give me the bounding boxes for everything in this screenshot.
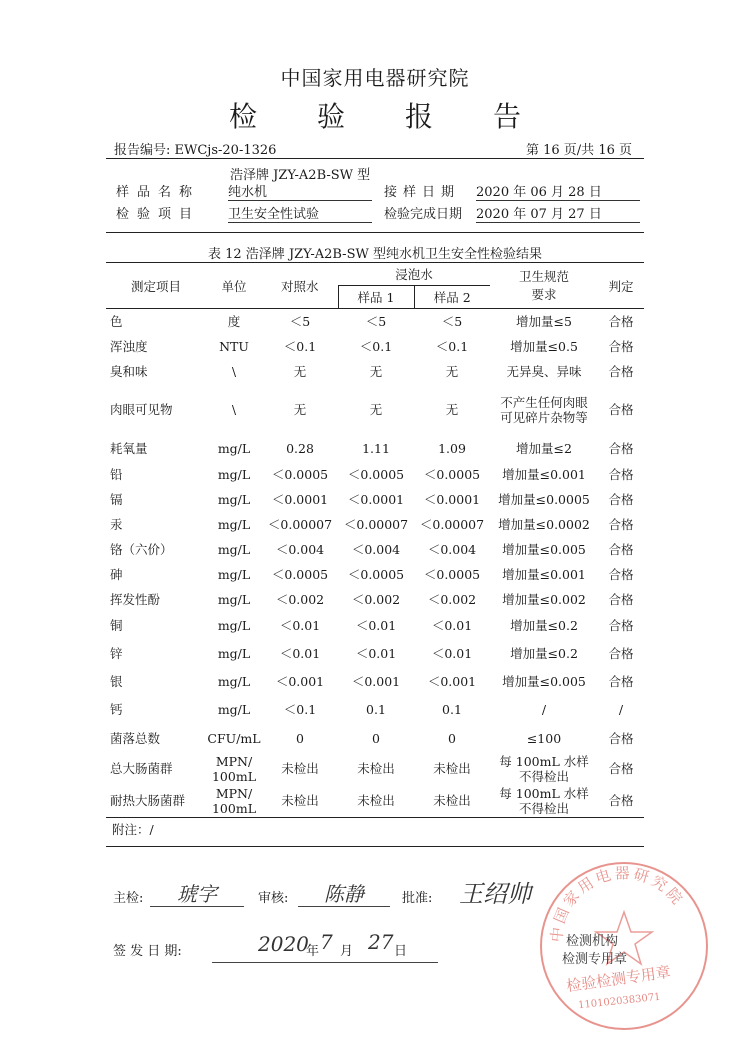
unit: mg/L — [217, 466, 251, 482]
control-value: 0 — [296, 730, 304, 746]
table-row — [106, 724, 644, 753]
control-value: ＜0.01 — [279, 618, 321, 633]
table-row — [106, 612, 644, 640]
verdict: 合格 — [608, 541, 634, 557]
table-row — [106, 309, 644, 334]
spec-requirement: 增加量≤0.005 — [502, 541, 586, 557]
verdict: 合格 — [608, 313, 634, 329]
sample1-value: ＜0.004 — [351, 541, 401, 557]
control-value: ＜0.1 — [283, 338, 317, 354]
unit: mg/L — [217, 702, 251, 717]
inspector-label: 主检: — [113, 891, 144, 906]
table-row — [106, 640, 644, 668]
table-row — [106, 462, 644, 487]
inspector-signature: 琥字 — [150, 878, 244, 907]
item-name: 挥发性酚 — [110, 591, 161, 607]
report-title: 检验报告 — [228, 100, 581, 133]
seal-bottom-text: 检验检测专用章 — [565, 962, 672, 996]
control-value: ＜0.0005 — [271, 566, 329, 582]
control-value: ＜0.001 — [275, 674, 325, 689]
sample1-value: ＜0.00007 — [343, 516, 409, 532]
organization-name: 中国家用电器研究院 — [280, 66, 470, 90]
sample1-value: 无 — [369, 363, 383, 379]
sample2-value: ＜0.1 — [435, 338, 469, 354]
sample2-value: 无 — [445, 363, 459, 379]
table-row — [106, 562, 644, 587]
item-name: 钙 — [110, 702, 123, 717]
approver-signature: 王绍帅 — [459, 880, 531, 908]
spec-requirement: 增加量≤0.002 — [502, 591, 586, 607]
item-name: 肉眼可见物 — [110, 402, 173, 417]
spec-requirement: 增加量≤5 — [516, 313, 572, 329]
receive-date-value: 2020 年 06 月 28 日 — [476, 181, 640, 201]
item-name: 臭和味 — [110, 363, 148, 379]
spec-requirement: 增加量≤0.001 — [502, 466, 586, 482]
verdict: 合格 — [608, 730, 634, 746]
sample1-value: ＜5 — [365, 313, 387, 329]
sample1-value: ＜0.001 — [351, 674, 401, 689]
seal-ring-text: 中国家用电器研究院 — [547, 864, 688, 944]
seal-number: 1101020383071 — [577, 991, 662, 1012]
unit: mg/L — [217, 674, 251, 689]
sample2-value: 0 — [448, 730, 456, 746]
verdict: 合格 — [608, 338, 634, 354]
approver-label: 批准: — [402, 891, 433, 906]
sample1-value: ＜0.01 — [355, 646, 397, 661]
item-name: 铅 — [110, 466, 123, 482]
spec-requirement: 不产生任何肉眼可见碎片杂物等 — [500, 394, 588, 425]
table-row — [106, 359, 644, 384]
sample2-value: ＜0.01 — [431, 618, 473, 633]
item-name: 锌 — [110, 646, 123, 661]
spec-requirement: 每 100mL 水样 不得检出 — [499, 753, 589, 784]
spec-requirement: 增加量≤0.0002 — [498, 516, 590, 532]
sample1-value: ＜0.0001 — [347, 491, 405, 507]
inspection-item-value: 卫生安全性试验 — [228, 203, 372, 223]
table-row — [106, 436, 644, 462]
header-soak: 浸泡水 — [338, 263, 490, 286]
spec-requirement: 无异臭、异味 — [506, 363, 582, 379]
unit: NTU — [219, 338, 249, 354]
header-verdict: 判定 — [608, 278, 634, 294]
spec-requirement: 增加量≤0.005 — [502, 674, 586, 689]
unit: mg/L — [217, 441, 251, 456]
verdict: 合格 — [608, 674, 634, 689]
sample1-value: 0 — [372, 730, 380, 746]
month-char: 月 — [340, 944, 354, 959]
verdict: 合格 — [608, 646, 634, 661]
unit: \ — [231, 402, 237, 417]
table-row — [106, 696, 644, 724]
control-value: 0.28 — [286, 441, 314, 456]
item-name: 砷 — [110, 566, 123, 582]
sample1-value: ＜0.0005 — [347, 466, 405, 482]
unit: \ — [231, 363, 237, 379]
control-value: ＜0.00007 — [267, 516, 333, 532]
unit: mg/L — [217, 541, 251, 557]
unit: mg/L — [217, 516, 251, 532]
unit: mg/L — [217, 646, 251, 661]
sample2-value: ＜0.001 — [427, 674, 477, 689]
spec-requirement: 每 100mL 水样 不得检出 — [499, 785, 589, 816]
sample1-value: 未检出 — [357, 793, 395, 808]
sample1-value: ＜0.01 — [355, 618, 397, 633]
sample1-value: 1.11 — [362, 441, 390, 456]
sample2-value: ＜5 — [441, 313, 463, 329]
table-caption: 表 12 浩泽牌 JZY-A2B-SW 型纯水机卫生安全性检验结果 — [208, 247, 542, 262]
seal-label-1: 检测机构 — [566, 934, 619, 949]
unit: mg/L — [217, 566, 251, 582]
issue-month: 7 — [320, 930, 333, 954]
official-seal — [540, 862, 708, 1030]
item-name: 耐热大肠菌群 — [110, 793, 186, 808]
control-value: ＜0.01 — [279, 646, 321, 661]
sample1-value: ＜0.0005 — [347, 566, 405, 582]
complete-date-label: 检验完成日期 — [384, 207, 463, 222]
verdict: 合格 — [608, 491, 634, 507]
header-sample-2: 样品 2 — [414, 286, 490, 309]
table-row — [106, 487, 644, 512]
spec-requirement: ≤100 — [526, 730, 562, 746]
spec-requirement: 增加量≤0.2 — [510, 646, 578, 661]
verdict: 合格 — [608, 363, 634, 379]
day-char: 日 — [394, 944, 408, 959]
item-name: 汞 — [110, 516, 123, 532]
issue-date-label: 签 发 日 期: — [113, 944, 182, 959]
item-name: 色 — [110, 313, 123, 329]
item-name: 银 — [110, 674, 123, 689]
issue-day: 27 — [368, 930, 394, 954]
sample-name-value-1: 浩泽牌 JZY-A2B-SW 型 — [230, 168, 371, 183]
table-row — [106, 668, 644, 696]
spec-requirement: / — [541, 702, 547, 717]
unit: mg/L — [217, 618, 251, 633]
sample2-value: ＜0.01 — [431, 646, 473, 661]
unit: mg/L — [217, 491, 251, 507]
sample2-value: ＜0.0001 — [423, 491, 481, 507]
sample2-value: 未检出 — [433, 761, 471, 776]
table-row — [106, 753, 644, 785]
table-row — [106, 537, 644, 562]
table-row — [106, 785, 644, 817]
unit: MPN/ 100mL — [211, 753, 256, 784]
table-row — [106, 384, 644, 436]
verdict: 合格 — [608, 793, 634, 808]
verdict: 合格 — [608, 591, 634, 607]
header-item: 测定项目 — [130, 278, 181, 294]
header-control: 对照水 — [280, 278, 319, 294]
control-value: ＜0.004 — [275, 541, 325, 557]
control-value: 无 — [293, 402, 307, 417]
sample2-value: ＜0.004 — [427, 541, 477, 557]
spec-requirement: 增加量≤0.0005 — [498, 491, 590, 507]
sample2-value: ＜0.00007 — [419, 516, 485, 532]
verdict: 合格 — [608, 618, 634, 633]
verdict: 合格 — [608, 761, 634, 776]
control-value: 无 — [293, 363, 307, 379]
item-name: 耗氧量 — [110, 441, 148, 456]
control-value: 未检出 — [281, 793, 319, 808]
sample1-value: ＜0.002 — [351, 591, 401, 607]
sample2-value: 0.1 — [442, 702, 462, 717]
sample1-value: 无 — [369, 402, 383, 417]
unit: 度 — [227, 313, 241, 329]
inspection-item-label: 检验项目 — [116, 207, 201, 222]
item-name: 铬（六价） — [110, 541, 173, 557]
sample1-value: 0.1 — [366, 702, 386, 717]
item-name: 镉 — [110, 491, 123, 507]
item-name: 浑浊度 — [110, 338, 148, 354]
table-row — [106, 512, 644, 537]
spec-requirement: 增加量≤2 — [516, 441, 572, 456]
sample2-value: 1.09 — [438, 441, 466, 456]
item-name: 铜 — [110, 618, 123, 633]
header-sample-1: 样品 1 — [338, 286, 414, 309]
header-unit: 单位 — [221, 278, 247, 294]
reviewer-signature: 陈静 — [298, 878, 390, 907]
spec-requirement: 增加量≤0.2 — [510, 618, 578, 633]
unit: MPN/ 100mL — [211, 785, 256, 816]
table-row — [106, 334, 644, 359]
receive-date-label: 接样日期 — [384, 185, 461, 200]
complete-date-value: 2020 年 07 月 27 日 — [476, 203, 640, 223]
reviewer-label: 审核: — [258, 891, 289, 906]
sample1-value: ＜0.1 — [359, 338, 393, 354]
sample1-value: 未检出 — [357, 761, 395, 776]
results-table — [106, 262, 644, 817]
spec-requirement: 增加量≤0.5 — [510, 338, 578, 354]
sample2-value: ＜0.002 — [427, 591, 477, 607]
sample2-value: 无 — [445, 402, 459, 417]
issue-year: 2020 — [258, 932, 309, 956]
header-divider — [106, 158, 644, 159]
verdict: 合格 — [608, 566, 634, 582]
report-number: 报告编号: EWCjs-20-1326 — [114, 143, 277, 158]
note-text: 附注：/ — [112, 822, 154, 837]
verdict: 合格 — [608, 402, 634, 417]
control-value: ＜0.002 — [275, 591, 325, 607]
item-name: 总大肠菌群 — [110, 761, 173, 776]
info-divider — [106, 232, 644, 233]
unit: mg/L — [217, 591, 251, 607]
control-value: ＜0.1 — [283, 702, 317, 717]
verdict: 合格 — [608, 441, 634, 456]
control-value: ＜5 — [289, 313, 311, 329]
sample-name-value-2: 纯水机 — [228, 181, 372, 201]
year-char: 年 — [306, 944, 320, 959]
page-indicator: 第 16 页/共 16 页 — [526, 143, 632, 158]
table-row — [106, 587, 644, 612]
verdict: / — [618, 702, 624, 717]
unit: CFU/mL — [207, 730, 261, 746]
header-spec: 卫生规范 要求 — [518, 268, 569, 302]
spec-requirement: 增加量≤0.001 — [502, 566, 586, 582]
note-row — [106, 817, 644, 847]
verdict: 合格 — [608, 516, 634, 532]
sample2-value: ＜0.0005 — [423, 566, 481, 582]
sample2-value: ＜0.0005 — [423, 466, 481, 482]
sample2-value: 未检出 — [433, 793, 471, 808]
item-name: 菌落总数 — [110, 730, 161, 746]
seal-label-2: 检测专用章 — [562, 952, 628, 967]
sample-name-label: 样品名称 — [116, 185, 201, 200]
verdict: 合格 — [608, 466, 634, 482]
control-value: ＜0.0001 — [271, 491, 329, 507]
control-value: 未检出 — [281, 761, 319, 776]
control-value: ＜0.0005 — [271, 466, 329, 482]
